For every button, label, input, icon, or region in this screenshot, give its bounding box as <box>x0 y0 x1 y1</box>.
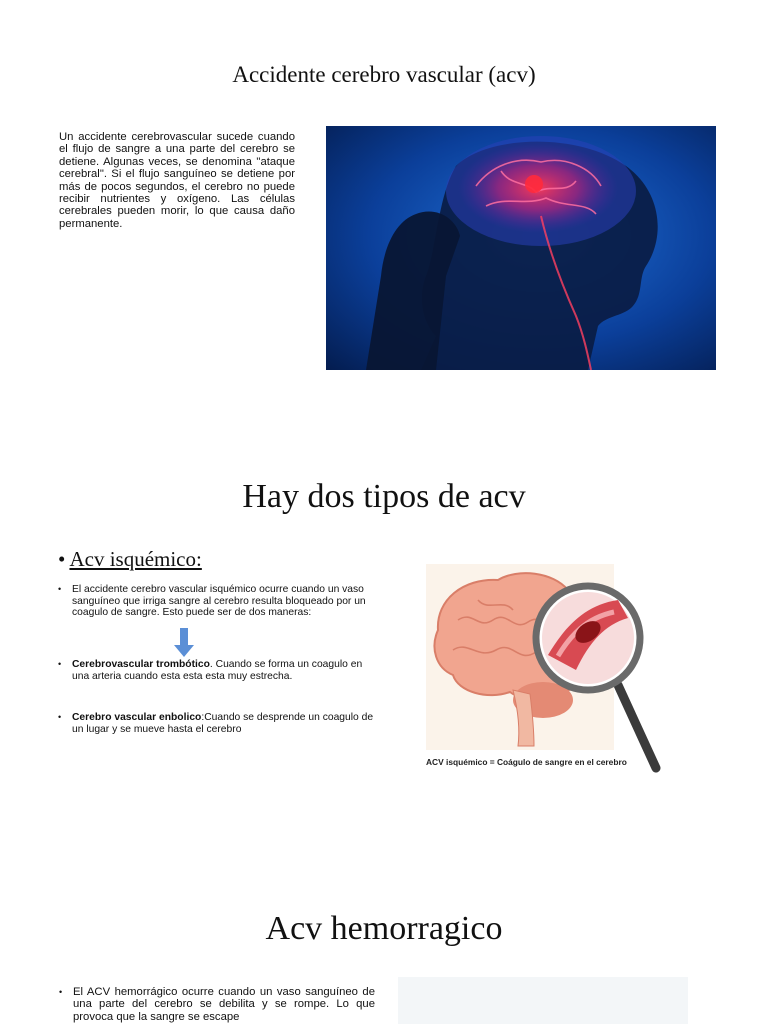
down-arrow-icon <box>173 628 195 658</box>
bullet-dot: • <box>58 547 70 571</box>
hemorrhagic-image <box>398 977 688 1024</box>
subheading-label: Acv isquémico: <box>69 547 202 571</box>
figure-caption: ACV isquémico = Coágulo de sangre en el cerebro <box>426 757 627 767</box>
bullet-text: . Cuando se forma un coagulo en una arteria cuando esta esta esta muy estrecha. <box>72 659 363 682</box>
section-title-types: Hay dos tipos de acv <box>242 478 526 515</box>
ischemic-brain-illustration <box>418 560 668 786</box>
bullet-term: Cerebro vascular enbolico <box>72 712 202 723</box>
section-title-hemorrhagic: Acv hemorragico <box>265 910 503 947</box>
page-title: Accidente cerebro vascular (acv) <box>232 62 536 87</box>
bullet-text: :Cuando se desprende un coagulo de un lugar y se mueve hasta el cerebro <box>72 712 374 735</box>
subheading-ischemic <box>58 547 202 572</box>
bullet-thrombotic <box>58 659 377 682</box>
bullet-term: Cerebrovascular trombótico <box>72 659 210 670</box>
bullet-embolic <box>58 712 377 735</box>
intro-paragraph: Un accidente cerebrovascular sucede cuando el flujo de sangre a una parte del cerebro se detiene. Algunas veces, se denomina "ataque cerebral". Si el flujo sanguíneo se detiene por más de pocos segundos, el cerebro no puede recibir nutrientes y oxígeno. Las células cerebrales pueden morir, lo que causa daño permanente. <box>59 131 295 230</box>
bullet-text: El ACV hemorrágico ocurre cuando un vaso sanguíneo de una parte del cerebro se debilita y se rompe. Lo que provoca que la sangre se escape <box>73 986 375 1023</box>
bullet-text: El accidente cerebro vascular isquémico ocurre cuando un vaso sanguíneo que irriga sangre al cerebro resulta bloqueado por un coagulo de sangre. Esto puede ser de dos maneras: <box>72 584 366 619</box>
bullet-dot: • <box>58 584 62 594</box>
bullet-dot: • <box>58 659 62 669</box>
brain-stroke-image <box>326 126 716 370</box>
hemorrhagic-paragraph <box>59 986 375 1023</box>
bullet-dot: • <box>58 712 62 722</box>
bullet-ischemic-intro <box>58 584 377 619</box>
bullet-dot: • <box>59 987 63 997</box>
